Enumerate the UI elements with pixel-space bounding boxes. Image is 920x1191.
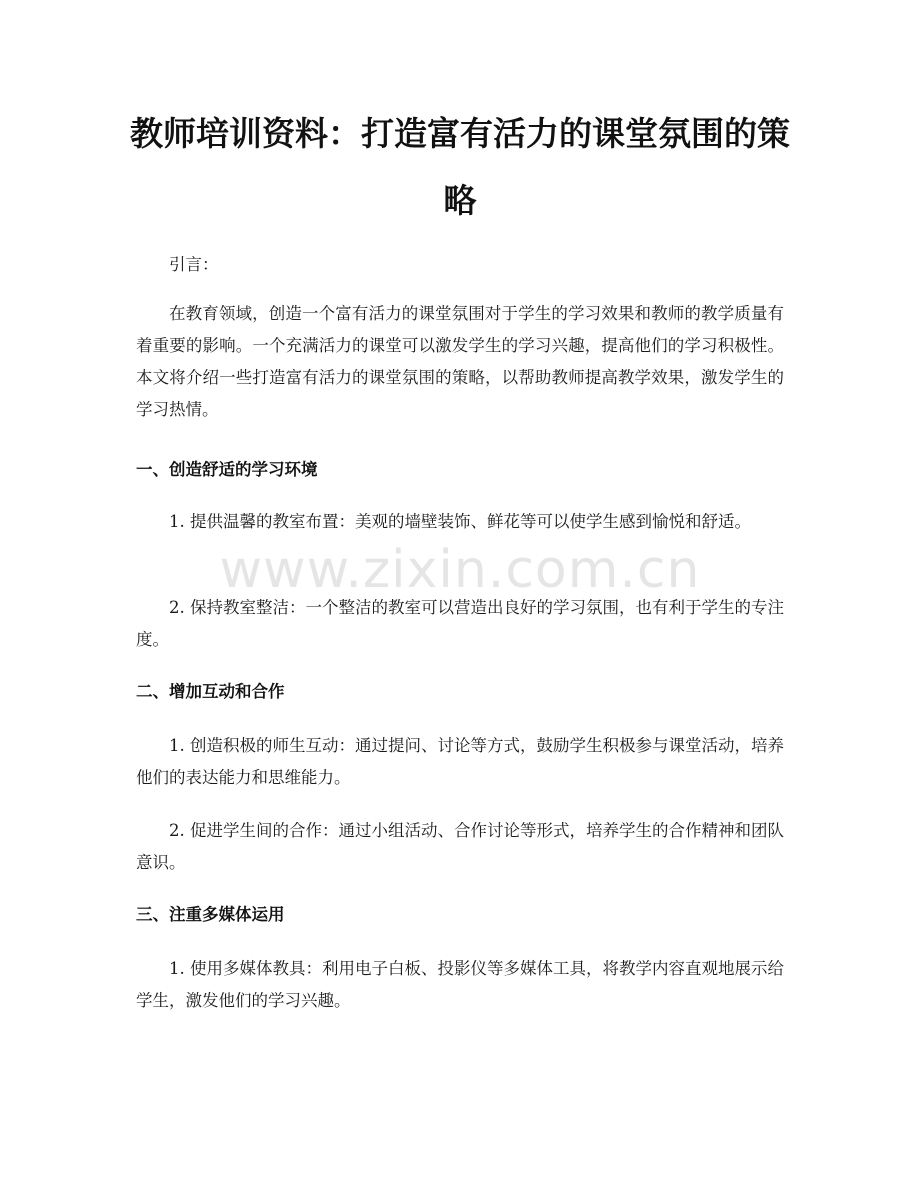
- section-heading-2: 二、增加互动和合作: [136, 682, 285, 701]
- document-title: 教师培训资料：打造富有活力的课堂氛围的策略: [130, 114, 790, 220]
- section-heading-1: 一、创造舒适的学习环境: [136, 460, 318, 479]
- watermark-text: www.zixin.com.cn: [219, 540, 701, 600]
- section-1-item-2: 2. 保持教室整洁：一个整洁的教室可以营造出良好的学习氛围，也有利于学生的专注度。: [136, 598, 784, 649]
- intro-paragraph: 在教育领域，创造一个富有活力的课堂氛围对于学生的学习效果和教师的教学质量有着重要的影响。一个充满活力的课堂可以激发学生的学习兴趣，提高他们的学习积极性。本文将介绍一些打造富有活力的课堂氛围的策略，以帮助教师提高教学效果，激发学生的学习热情。: [136, 304, 784, 419]
- section-2-item-1: 1. 创造积极的师生互动：通过提问、讨论等方式，鼓励学生积极参与课堂活动，培养他们的表达能力和思维能力。: [136, 736, 784, 787]
- section-3-item-1: 1. 使用多媒体教具：利用电子白板、投影仪等多媒体工具，将教学内容直观地展示给学生，激发他们的学习兴趣。: [136, 959, 784, 1010]
- section-heading-3: 三、注重多媒体运用: [136, 905, 285, 924]
- section-2-item-2: 2. 促进学生间的合作：通过小组活动、合作讨论等形式，培养学生的合作精神和团队意识。: [136, 821, 784, 872]
- intro-label: 引言：: [169, 255, 219, 274]
- section-1-item-1: 1. 提供温馨的教室布置：美观的墙壁装饰、鲜花等可以使学生感到愉悦和舒适。: [169, 512, 751, 531]
